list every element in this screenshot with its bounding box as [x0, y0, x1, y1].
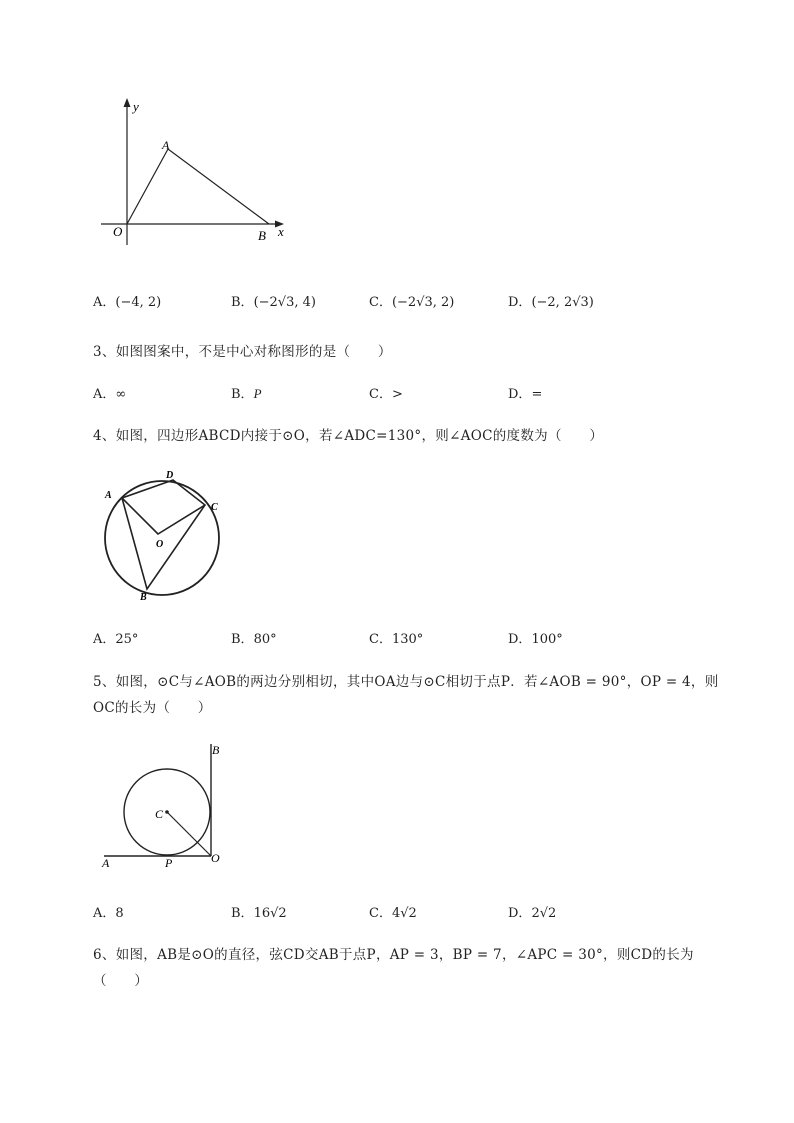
q3-option-a-letter: A． — [93, 387, 116, 402]
q3-option-a[interactable] — [93, 383, 126, 402]
q2-option-b-letter: B． — [231, 295, 254, 310]
point-a-label: A — [102, 856, 110, 870]
q2-figure — [95, 95, 295, 250]
q5-option-d[interactable] — [508, 902, 556, 921]
point-b-label: B — [140, 592, 147, 603]
q4-text: 4、如图，四边形ABCD内接于⊙O，若∠ADC=130°，则∠AOC的度数为（ ） — [93, 428, 604, 444]
q4-option-c-value: 130° — [391, 632, 424, 647]
q6-text-line1: 6、如图，AB是⊙O的直径，弦CD交AB于点P，AP = 3，BP = 7，∠APC = 30°，则CD的长为 — [93, 947, 694, 963]
q2-option-d[interactable] — [508, 291, 594, 310]
q2-option-d-value: (−2, 2√3) — [531, 295, 594, 310]
point-o-label: O — [156, 539, 164, 550]
q3-text: 3、如图图案中，不是中心对称图形的是（ ） — [93, 344, 392, 360]
q4-option-b-value: 80° — [253, 632, 277, 647]
point-p-label: P — [165, 856, 173, 870]
q2-option-c-letter: C． — [369, 295, 392, 310]
q5-option-c[interactable] — [369, 902, 417, 921]
q4-option-d-letter: D． — [508, 632, 532, 647]
q5-option-a[interactable] — [93, 902, 124, 921]
q4-figure — [95, 462, 235, 607]
q4-option-a[interactable] — [93, 628, 138, 647]
q3-option-c[interactable] — [369, 383, 403, 402]
q3-option-d[interactable] — [508, 383, 542, 402]
q3-option-b[interactable] — [231, 383, 262, 402]
q2-option-a-value: (−4, 2) — [115, 295, 162, 310]
x-axis-label: x — [278, 224, 284, 239]
q2-option-b-value: (−2√3, 4) — [253, 295, 316, 310]
q4-option-a-letter: A． — [93, 632, 116, 647]
q4-option-d-value: 100° — [531, 632, 563, 647]
quadrilateral-abcd — [122, 480, 205, 589]
point-o-label: O — [211, 851, 220, 865]
q2-option-d-letter: D． — [508, 295, 532, 310]
point-d-label: D — [166, 470, 174, 481]
q5-option-a-value: 8 — [115, 906, 124, 921]
q2-option-b[interactable] — [231, 291, 316, 310]
q3-option-d-value: = — [531, 387, 543, 402]
q3-option-c-letter: C． — [369, 387, 392, 402]
q3-option-b-value: P — [253, 386, 262, 401]
point-c-label: C — [155, 807, 164, 821]
point-b-label: B — [258, 228, 266, 243]
point-b-label: B — [212, 743, 220, 757]
triangle-oab — [127, 149, 269, 224]
q2-option-a-letter: A． — [93, 295, 116, 310]
q5-option-b-letter: B． — [231, 906, 254, 921]
q3-option-a-value: ∞ — [115, 387, 127, 402]
q2-option-c[interactable] — [369, 291, 454, 310]
origin-label: O — [113, 224, 123, 239]
point-a-label: A — [162, 138, 170, 152]
point-c-label: C — [211, 502, 218, 513]
q4-option-d[interactable] — [508, 628, 563, 647]
q5-text-line1: 5、如图，⊙C与∠AOB的两边分别相切，其中OA边与⊙C相切于点P．若∠AOB = 90°，OP = 4，则 — [93, 674, 719, 690]
q5-option-a-letter: A． — [93, 906, 116, 921]
q3-option-c-value: > — [391, 387, 403, 402]
q5-option-b-value: 16√2 — [253, 906, 287, 921]
q3-option-d-letter: D． — [508, 387, 532, 402]
angle-aoc — [122, 498, 205, 534]
q5-figure — [98, 740, 228, 875]
point-a-label: A — [105, 490, 112, 501]
y-axis-arrow — [124, 98, 131, 107]
q4-option-b[interactable] — [231, 628, 277, 647]
q6-text-line2: （ ） — [93, 973, 149, 989]
q2-option-a[interactable] — [93, 291, 161, 310]
q3-option-b-letter: B． — [231, 387, 254, 402]
center-c-dot — [165, 810, 169, 814]
q4-option-b-letter: B． — [231, 632, 254, 647]
q4-option-c[interactable] — [369, 628, 423, 647]
q5-text-line2: OC的长为（ ） — [93, 700, 212, 716]
q5-option-c-value: 4√2 — [391, 906, 417, 921]
q5-option-b[interactable] — [231, 902, 287, 921]
y-axis-label: y — [133, 99, 139, 114]
q4-option-a-value: 25° — [115, 632, 139, 647]
q4-option-c-letter: C． — [369, 632, 392, 647]
q5-option-d-value: 2√2 — [531, 906, 557, 921]
q5-option-d-letter: D． — [508, 906, 532, 921]
q5-option-c-letter: C． — [369, 906, 392, 921]
q2-option-c-value: (−2√3, 2) — [391, 295, 455, 310]
